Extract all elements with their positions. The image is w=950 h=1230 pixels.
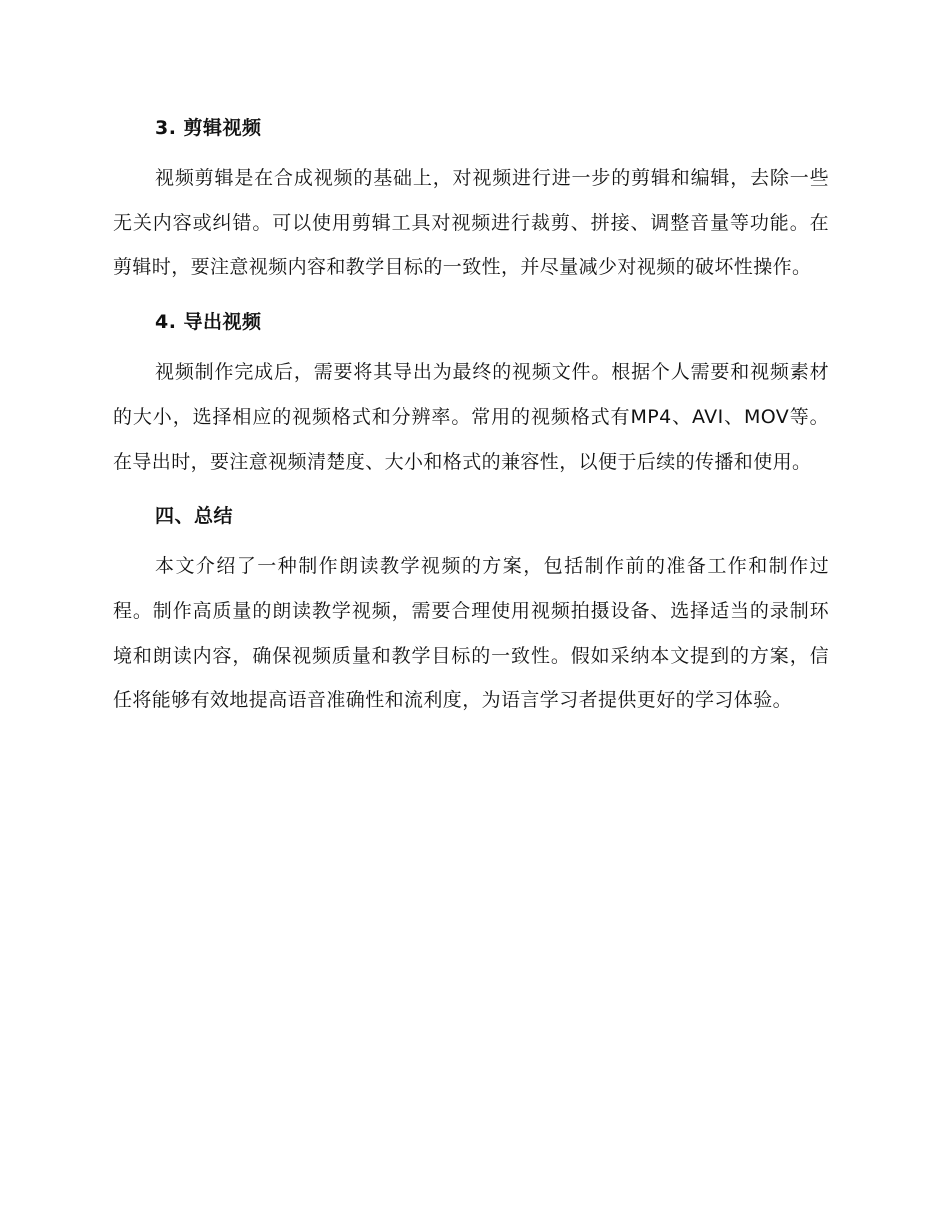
- section-paragraph-export-video: 视频制作完成后，需要将其导出为最终的视频文件。根据个人需要和视频素材的大小，选择相应的视频格式和分辨率。常用的视频格式有MP4、AVI、MOV等。在导出时，要注意视频清楚度、大小和格式的兼容性，以便于后续的传播和使用。: [113, 361, 829, 473]
- section-paragraph-summary: 本文介绍了一种制作朗读教学视频的方案，包括制作前的准备工作和制作过程。制作高质量的朗读教学视频，需要合理使用视频拍摄设备、选择适当的录制环境和朗读内容，确保视频质量和教学目标的一致性。假如采纳本文提到的方案，信任将能够有效地提高语音准确性和流利度，为语言学习者提供更好的学习体验。: [113, 555, 829, 712]
- section-paragraph-edit-video: 视频剪辑是在合成视频的基础上，对视频进行进一步的剪辑和编辑，去除一些无关内容或纠错。可以使用剪辑工具对视频进行裁剪、拼接、调整音量等功能。在剪辑时，要注意视频内容和教学目标的一致性，并尽量减少对视频的破坏性操作。: [113, 167, 829, 279]
- section-heading-edit-video: 3. 剪辑视频: [155, 117, 262, 139]
- document-body: [113, 112, 829, 723]
- section-heading-summary: 四、总结: [155, 505, 234, 528]
- section-heading-export-video: 4. 导出视频: [155, 311, 262, 334]
